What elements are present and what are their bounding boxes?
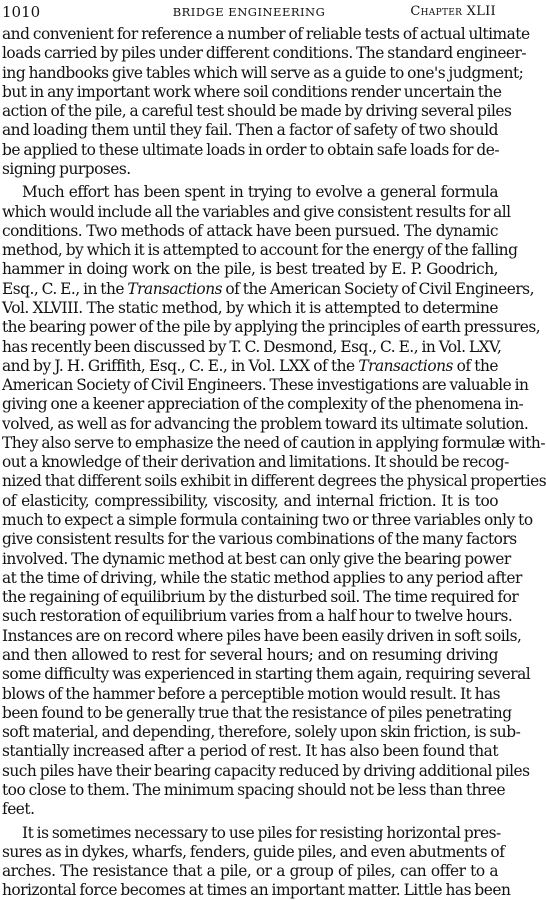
- text-line: arches. The resistance that a pile, or a group of piles, can offer to a: [2, 862, 498, 880]
- text-line: method, by which it is attempted to account for the energy of the falling: [2, 241, 518, 260]
- text-line: volved, as well as for advancing the problem toward its ultimate solution.: [2, 414, 529, 433]
- page-number: 1010: [2, 3, 41, 21]
- text-line: such restoration of equilibrium varies from a half hour to twelve hours.: [2, 607, 513, 626]
- text-line: action of the pile, a careful test should be made by driving several piles: [2, 102, 512, 121]
- text-line: Esq., C. E., in the Transactions of the American Society of Civil Engineers,: [2, 279, 534, 298]
- text-line: and loading them until they fail. Then a factor of safety of two should: [2, 121, 498, 140]
- chapter-label: Chapter XLII: [410, 4, 496, 19]
- text-line: conditions. Two methods of attack have been pursued. The dynamic: [2, 221, 498, 240]
- text-line: been found to be generally true that the resistance of piles penetrating: [2, 703, 512, 722]
- running-title: BRIDGE ENGINEERING: [172, 5, 326, 19]
- text-line: and then allowed to rest for several hours; and on resuming driving: [2, 646, 498, 664]
- text-line: stantially increased after a period of rest. It has also been found that: [2, 742, 498, 761]
- text-line: of elasticity, compressibility, viscosity, and internal friction. It is too: [2, 491, 498, 510]
- text-line: at the time of driving, while the static method applies to any period after: [2, 568, 522, 587]
- text-line: horizontal force becomes at times an important matter. Little has been: [2, 881, 511, 900]
- text-line: give consistent results for the various combinations of the many factors: [2, 530, 517, 549]
- text-line: They also serve to emphasize the need of caution in applying formulæ with-: [2, 433, 546, 452]
- text-line: too close to them. The minimum spacing should not be less than three: [2, 780, 506, 799]
- text-line: such piles have their bearing capacity reduced by driving additional piles: [2, 761, 530, 780]
- text-line: ing handbooks give tables which will serve as a guide to one's judgment;: [2, 63, 524, 82]
- text-line: hammer in doing work on the pile, is best treated by E. P. Goodrich,: [2, 260, 498, 279]
- text-line: but in any important work where soil conditions render uncertain the: [2, 82, 502, 101]
- text-line: giving one a keener appreciation of the complexity of the phenomena in-: [2, 395, 524, 414]
- text-line: feet.: [2, 800, 35, 819]
- text-line: has recently been discussed by T. C. Desmond, Esq., C. E., in Vol. LXV,: [2, 337, 502, 356]
- text-line: sures as in dykes, wharfs, fenders, guide piles, and even abutments of: [2, 842, 505, 861]
- running-header: [2, 2, 496, 22]
- text-line: Much effort has been spent in trying to evolve a general formula: [22, 183, 498, 202]
- text-line: nized that different soils exhibit in different degrees the physical properties: [2, 472, 546, 491]
- text-line: which would include all the variables and give consistent results for all: [2, 202, 511, 221]
- text-line: soft material, and depending, therefore, solely upon skin friction, is sub-: [2, 723, 521, 742]
- text-line: out a knowledge of their derivation and limitations. It should be recog-: [2, 453, 509, 472]
- text-line: blows of the hammer before a perceptible motion would result. It has: [2, 684, 501, 703]
- text-line: be applied to these ultimate loads in order to obtain safe loads for de-: [2, 140, 500, 159]
- text-line: Instances are on record where piles have been easily driven in soft soils,: [2, 626, 522, 645]
- text-line: and by J. H. Griffith, Esq., C. E., in Vol. LXX of the Transactions of the: [2, 356, 498, 375]
- text-line: It is sometimes necessary to use piles for resisting horizontal pres-: [22, 823, 501, 842]
- text-line: the bearing power of the pile by applying the principles of earth pressures,: [2, 318, 541, 337]
- text-line: much to expect a simple formula containing two or three variables only to: [2, 511, 533, 529]
- text-line: signing purposes.: [2, 160, 131, 178]
- text-line: involved. The dynamic method at best can only give the bearing power: [2, 549, 511, 568]
- text-line: some difficulty was experienced in starting them again, requiring several: [2, 665, 531, 684]
- text-line: loads carried by piles under different conditions. The standard engineer-: [2, 44, 527, 63]
- text-line: and convenient for reference a number of reliable tests of actual ultimate: [2, 25, 530, 43]
- text-line: the regaining of equilibrium by the disturbed soil. The time required for: [2, 588, 519, 607]
- text-line: American Society of Civil Engineers. These investigations are valuable in: [2, 376, 529, 394]
- text-line: Vol. XLVIII. The static method, by which it is attempted to determine: [2, 298, 498, 317]
